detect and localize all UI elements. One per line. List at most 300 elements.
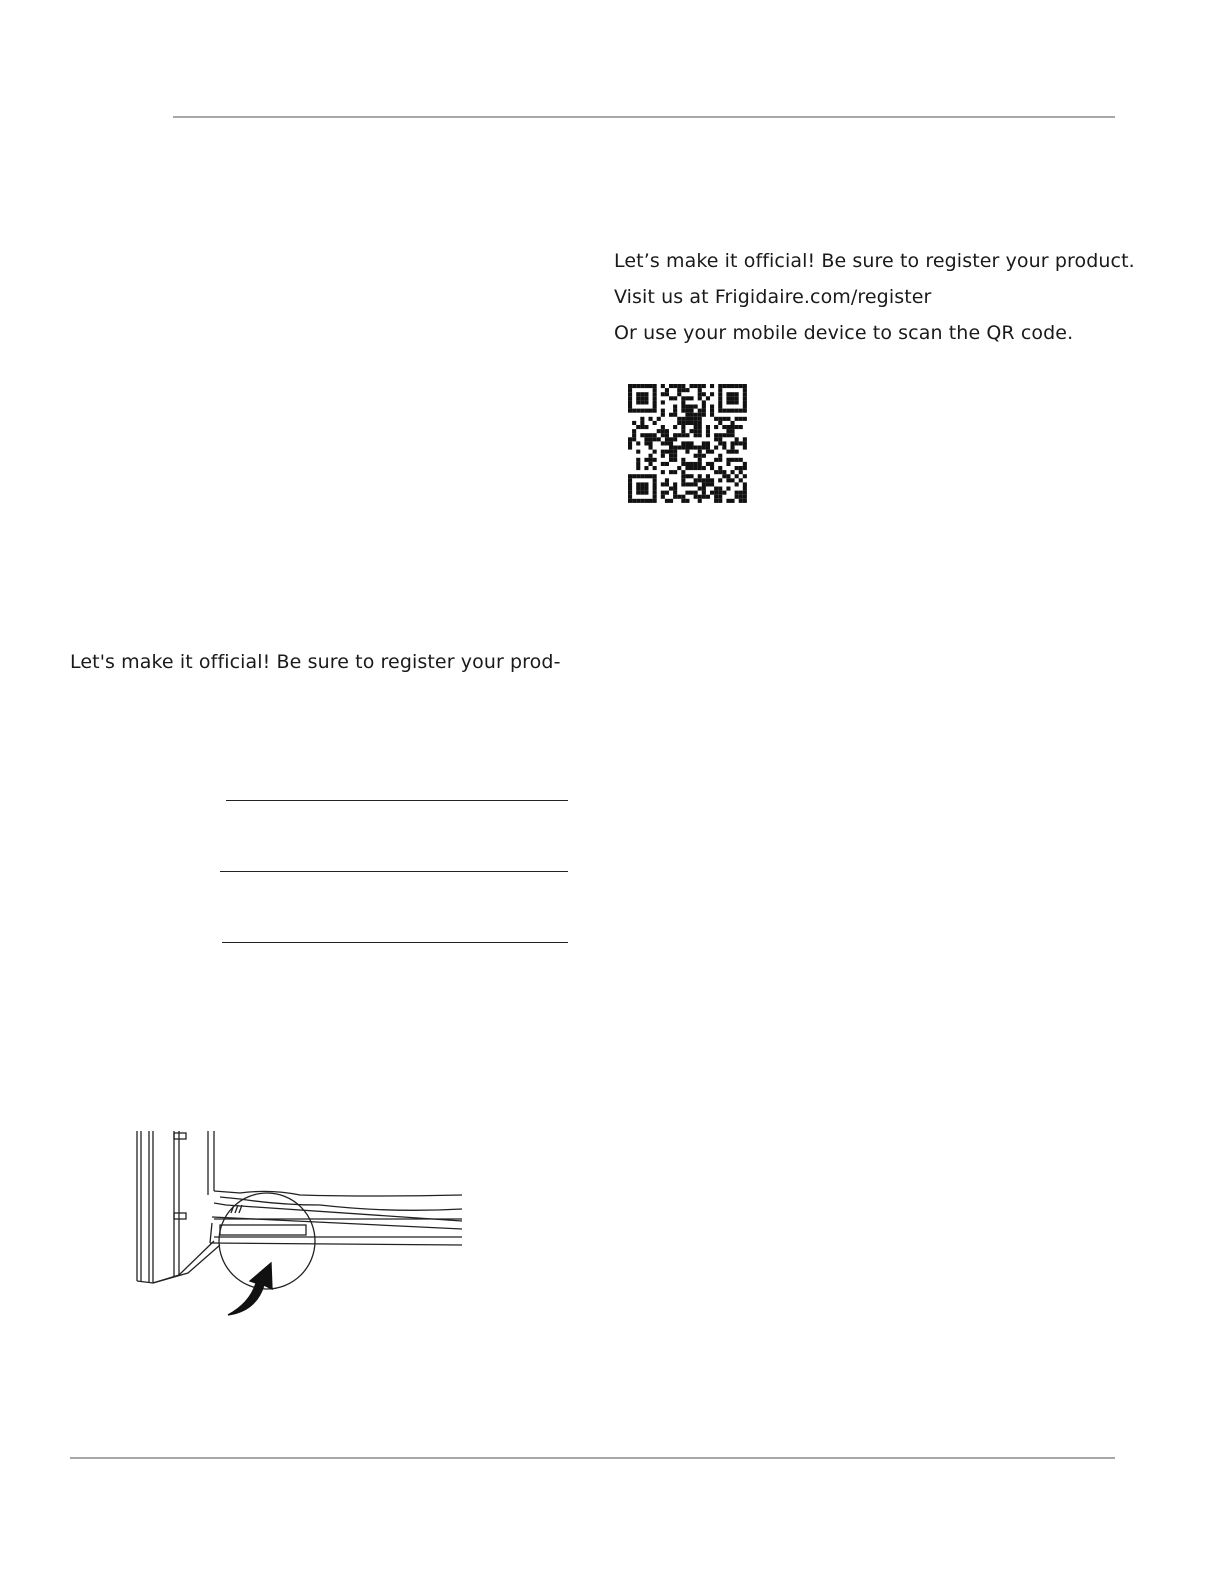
qr-module (669, 470, 673, 474)
qr-module (677, 446, 681, 450)
qr-module (628, 446, 632, 450)
qr-module (690, 482, 694, 486)
qr-module (706, 478, 710, 482)
qr-module (661, 384, 665, 388)
qr-module (698, 384, 702, 388)
qr-module (665, 462, 669, 466)
qr-module (681, 388, 685, 392)
qr-module (644, 396, 648, 400)
qr-module (726, 458, 730, 462)
qr-module (731, 478, 735, 482)
qr-module (644, 491, 648, 495)
qr-module (644, 487, 648, 491)
qr-module (694, 429, 698, 433)
qr-module (714, 495, 718, 499)
qr-module (702, 454, 706, 458)
qr-module (710, 409, 714, 413)
qr-module (661, 441, 665, 445)
qr-module (653, 405, 657, 409)
qr-module (718, 396, 722, 400)
qr-module (673, 409, 677, 413)
qr-module (731, 396, 735, 400)
qr-module (685, 417, 689, 421)
qr-module (640, 499, 644, 503)
qr-module (690, 462, 694, 466)
qr-module (677, 495, 681, 499)
qr-module (653, 450, 657, 454)
qr-module (661, 425, 665, 429)
qr-module (636, 466, 640, 470)
qr-module (731, 470, 735, 474)
qr-module (718, 466, 722, 470)
qr-module (706, 446, 710, 450)
qr-module (644, 474, 648, 478)
qr-module (669, 446, 673, 450)
qr-module (628, 396, 632, 400)
qr-module (640, 433, 644, 437)
qr-module (665, 392, 669, 396)
qr-module (690, 491, 694, 495)
qr-module (628, 392, 632, 396)
qr-module (722, 425, 726, 429)
qr-module (731, 400, 735, 404)
qr-module (726, 425, 730, 429)
qr-module (669, 441, 673, 445)
qr-module (636, 384, 640, 388)
qr-module (628, 478, 632, 482)
qr-module (636, 392, 640, 396)
qr-module (685, 413, 689, 417)
qr-module (636, 462, 640, 466)
qr-module (698, 425, 702, 429)
qr-module (690, 396, 694, 400)
qr-module (743, 400, 747, 404)
qr-module (702, 466, 706, 470)
qr-module (718, 441, 722, 445)
qr-module (739, 425, 743, 429)
qr-module (718, 499, 722, 503)
qr-module (726, 433, 730, 437)
qr-module (636, 450, 640, 454)
qr-module (640, 425, 644, 429)
qr-module (673, 405, 677, 409)
qr-module (718, 437, 722, 441)
qr-module (735, 491, 739, 495)
qr-module (702, 491, 706, 495)
qr-module (673, 413, 677, 417)
qr-module (690, 413, 694, 417)
register-text-left: Let's make it official! Be sure to register your prod- (70, 651, 561, 673)
qr-module (673, 437, 677, 441)
qr-module (739, 491, 743, 495)
qr-module (653, 388, 657, 392)
qr-module (681, 433, 685, 437)
qr-module (661, 495, 665, 499)
qr-module (739, 417, 743, 421)
qr-module (731, 429, 735, 433)
qr-module (644, 425, 648, 429)
qr-module (653, 437, 657, 441)
qr-module (714, 470, 718, 474)
qr-module (681, 396, 685, 400)
qr-module (718, 388, 722, 392)
qr-module (739, 470, 743, 474)
qr-module (636, 400, 640, 404)
qr-module (718, 405, 722, 409)
qr-module (673, 482, 677, 486)
qr-module (640, 487, 644, 491)
qr-module (722, 446, 726, 450)
qr-module (669, 458, 673, 462)
qr-module (718, 433, 722, 437)
qr-module (694, 405, 698, 409)
qr-module (644, 466, 648, 470)
qr-module (726, 474, 730, 478)
qr-module (694, 433, 698, 437)
qr-module (735, 474, 739, 478)
qr-module (665, 433, 669, 437)
qr-module (694, 482, 698, 486)
qr-module (649, 409, 653, 413)
qr-module (743, 405, 747, 409)
qr-module (702, 478, 706, 482)
qr-module (726, 499, 730, 503)
qr-module (735, 396, 739, 400)
qr-module (718, 458, 722, 462)
qr-module (644, 409, 648, 413)
qr-module (698, 413, 702, 417)
qr-module (669, 487, 673, 491)
qr-module (677, 388, 681, 392)
qr-module (714, 458, 718, 462)
qr-module (726, 384, 730, 388)
qr-module (718, 400, 722, 404)
qr-module (640, 396, 644, 400)
qr-module (694, 413, 698, 417)
qr-module (731, 450, 735, 454)
qr-module (731, 458, 735, 462)
qr-module (685, 405, 689, 409)
qr-module (743, 466, 747, 470)
qr-module (636, 396, 640, 400)
qr-module (673, 396, 677, 400)
qr-module (673, 454, 677, 458)
qr-module (710, 392, 714, 396)
qr-module (706, 482, 710, 486)
qr-module (726, 462, 730, 466)
qr-module (722, 491, 726, 495)
qr-module (673, 446, 677, 450)
qr-module (673, 433, 677, 437)
qr-module (653, 482, 657, 486)
qr-module (694, 491, 698, 495)
qr-module (685, 446, 689, 450)
qr-module (702, 405, 706, 409)
qr-module (694, 462, 698, 466)
qr-module (685, 466, 689, 470)
qr-module (706, 450, 710, 454)
qr-module (644, 433, 648, 437)
qr-module (673, 425, 677, 429)
qr-module (628, 474, 632, 478)
qr-module (636, 458, 640, 462)
qr-module (706, 474, 710, 478)
qr-module (706, 441, 710, 445)
qr-module (739, 409, 743, 413)
qr-module (702, 400, 706, 404)
qr-module (739, 441, 743, 445)
qr-module (628, 491, 632, 495)
qr-module (681, 478, 685, 482)
qr-module (718, 470, 722, 474)
qr-module (665, 482, 669, 486)
qr-module (718, 478, 722, 482)
qr-module (628, 441, 632, 445)
qr-module (698, 450, 702, 454)
footer-rule (70, 1457, 1115, 1459)
qr-module (735, 441, 739, 445)
qr-module (685, 388, 689, 392)
qr-module (722, 470, 726, 474)
qr-module (702, 446, 706, 450)
qr-module (661, 392, 665, 396)
qr-module (690, 474, 694, 478)
qr-module (685, 462, 689, 466)
qr-module (669, 454, 673, 458)
qr-module (649, 462, 653, 466)
qr-module (714, 437, 718, 441)
qr-module (640, 474, 644, 478)
qr-module (702, 495, 706, 499)
model-number-line (226, 800, 568, 801)
qr-module (702, 487, 706, 491)
qr-module (690, 446, 694, 450)
qr-module (628, 405, 632, 409)
qr-module (714, 425, 718, 429)
qr-module (743, 396, 747, 400)
qr-module (653, 487, 657, 491)
qr-module (739, 495, 743, 499)
qr-module (632, 409, 636, 413)
qr-module (735, 437, 739, 441)
qr-module (653, 499, 657, 503)
qr-module (632, 433, 636, 437)
qr-module (644, 441, 648, 445)
qr-module (731, 392, 735, 396)
qr-module (681, 470, 685, 474)
qr-module (726, 450, 730, 454)
qr-module (636, 425, 640, 429)
qr-module (698, 429, 702, 433)
qr-module (735, 384, 739, 388)
qr-module (718, 392, 722, 396)
qr-module (653, 458, 657, 462)
qr-module (714, 487, 718, 491)
qr-module (661, 470, 665, 474)
qr-module (653, 433, 657, 437)
qr-module (735, 400, 739, 404)
qr-module (661, 413, 665, 417)
qr-module (628, 499, 632, 503)
qr-module (681, 474, 685, 478)
qr-module (636, 409, 640, 413)
qr-module (628, 388, 632, 392)
qr-module (743, 495, 747, 499)
qr-module (702, 384, 706, 388)
qr-module (694, 495, 698, 499)
qr-module (690, 421, 694, 425)
qr-module (718, 495, 722, 499)
qr-module (661, 454, 665, 458)
qr-module (685, 450, 689, 454)
qr-module (702, 413, 706, 417)
qr-module (685, 499, 689, 503)
qr-module (726, 478, 730, 482)
qr-module (706, 495, 710, 499)
qr-module (653, 392, 657, 396)
qr-module (649, 417, 653, 421)
qr-module (731, 384, 735, 388)
qr-module (632, 474, 636, 478)
qr-module (628, 409, 632, 413)
qr-module (653, 396, 657, 400)
qr-module (690, 429, 694, 433)
qr-module (710, 491, 714, 495)
qr-module (640, 400, 644, 404)
qr-module (698, 458, 702, 462)
qr-module (661, 433, 665, 437)
qr-module (743, 446, 747, 450)
registration-block (614, 243, 1174, 351)
qr-module (636, 487, 640, 491)
purchase-date-line (222, 942, 568, 943)
qr-module (644, 384, 648, 388)
qr-module (661, 409, 665, 413)
qr-module (702, 441, 706, 445)
qr-module (743, 487, 747, 491)
qr-module (649, 384, 653, 388)
qr-module (669, 413, 673, 417)
qr-module (669, 396, 673, 400)
qr-module (698, 499, 702, 503)
qr-module (653, 495, 657, 499)
qr-module (743, 417, 747, 421)
qr-module (661, 450, 665, 454)
qr-module (710, 482, 714, 486)
registration-line-3: Or use your mobile device to scan the QR code. (614, 322, 1074, 344)
registration-line-1: Let’s make it official! Be sure to register your product. (614, 250, 1135, 272)
qr-module (735, 417, 739, 421)
qr-module (698, 396, 702, 400)
qr-module (636, 474, 640, 478)
qr-module (681, 400, 685, 404)
qr-module (743, 392, 747, 396)
qr-module (722, 384, 726, 388)
qr-module (673, 450, 677, 454)
qr-module (640, 392, 644, 396)
registration-line-2: Visit us at Frigidaire.com/register (614, 286, 932, 308)
qr-module (653, 384, 657, 388)
qr-module (698, 409, 702, 413)
qr-module (690, 466, 694, 470)
qr-module (685, 482, 689, 486)
qr-module (636, 482, 640, 486)
qr-module (706, 462, 710, 466)
qr-module (714, 433, 718, 437)
qr-module (685, 433, 689, 437)
qr-module (640, 409, 644, 413)
qr-module (669, 499, 673, 503)
qr-module (706, 429, 710, 433)
qr-module (632, 437, 636, 441)
qr-module (649, 437, 653, 441)
qr-module (726, 487, 730, 491)
qr-module (722, 441, 726, 445)
qr-module (644, 437, 648, 441)
qr-module (649, 433, 653, 437)
qr-module (681, 384, 685, 388)
qr-module (726, 429, 730, 433)
qr-module (739, 478, 743, 482)
qr-module (731, 425, 735, 429)
qr-module (681, 441, 685, 445)
qr-module (722, 433, 726, 437)
qr-module (710, 405, 714, 409)
qr-module (673, 487, 677, 491)
qr-module (673, 384, 677, 388)
qr-module (628, 437, 632, 441)
qr-module (698, 417, 702, 421)
qr-module (731, 433, 735, 437)
qr-module (706, 396, 710, 400)
qr-module (681, 421, 685, 425)
qr-module (649, 454, 653, 458)
qr-module (690, 384, 694, 388)
qr-module (694, 421, 698, 425)
qr-module (632, 384, 636, 388)
qr-module (681, 495, 685, 499)
qr-module (677, 384, 681, 388)
qr-module (706, 425, 710, 429)
qr-module (649, 446, 653, 450)
qr-module (694, 384, 698, 388)
qr-module (649, 441, 653, 445)
qr-module (743, 474, 747, 478)
qr-module (690, 409, 694, 413)
qr-module (681, 446, 685, 450)
qr-module (710, 478, 714, 482)
qr-module (640, 491, 644, 495)
qr-module (685, 421, 689, 425)
qr-module (726, 417, 730, 421)
qr-module (628, 487, 632, 491)
qr-module (681, 425, 685, 429)
qr-module (698, 462, 702, 466)
qr-module (694, 417, 698, 421)
qr-module (722, 409, 726, 413)
qr-module (739, 466, 743, 470)
qr-module (718, 384, 722, 388)
qr-module (628, 400, 632, 404)
qr-module (673, 491, 677, 495)
qr-module (677, 392, 681, 396)
qr-module (698, 495, 702, 499)
qr-module (665, 388, 669, 392)
qr-module (661, 491, 665, 495)
qr-module (665, 499, 669, 503)
qr-module (698, 433, 702, 437)
qr-module (685, 491, 689, 495)
